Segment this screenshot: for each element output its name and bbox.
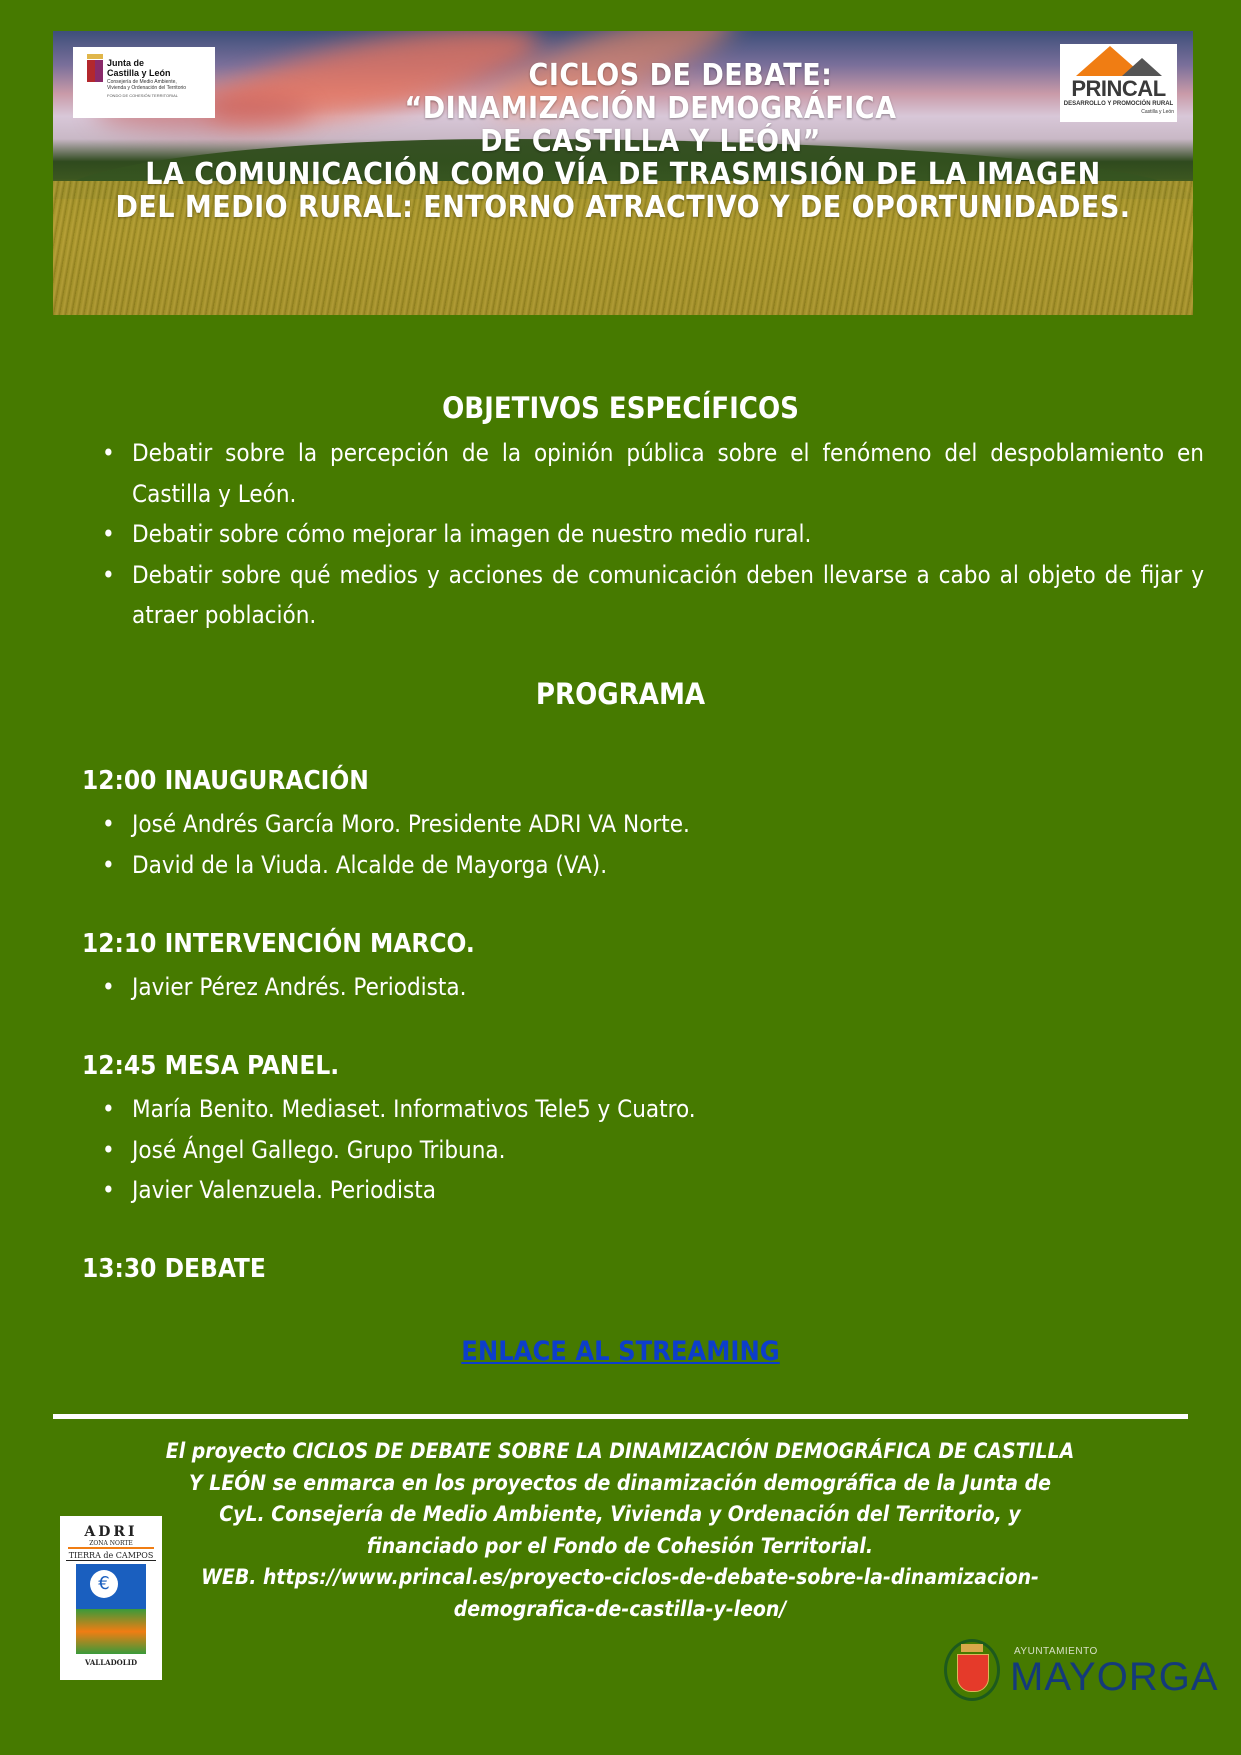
objective-item: • Debatir sobre la percepción de la opinión pública sobre el fenómeno del despoblamiento en Castilla y León. bbox=[132, 433, 1204, 514]
adri-logo bbox=[60, 1516, 162, 1680]
coat-of-arms-icon bbox=[87, 60, 103, 82]
princal-region: Castilla y León bbox=[1141, 109, 1174, 115]
footnote-web-line[interactable]: WEB. https://www.princal.es/proyecto-ciclos-de-debate-sobre-la-dinamizacion- bbox=[201, 1565, 1039, 1589]
adri-name: ADRI bbox=[84, 1524, 138, 1540]
objectives-heading: OBJETIVOS ESPECÍFICOS bbox=[442, 391, 799, 425]
shield-icon bbox=[957, 1654, 989, 1692]
junta-castilla-leon-logo bbox=[73, 47, 215, 118]
banner-title-line: LA COMUNICACIÓN COMO VÍA DE TRASMISIÓN DE LA IMAGEN bbox=[145, 157, 1101, 192]
speaker-item: • Javier Pérez Andrés. Periodista. bbox=[132, 967, 466, 1008]
logo-junta-dept-line: Vivienda y Ordenación del Territorio bbox=[107, 85, 187, 91]
session-title: 12:45 MESA PANEL. bbox=[82, 1051, 340, 1081]
logo-junta-dept bbox=[107, 79, 186, 91]
banner-title bbox=[53, 59, 1193, 224]
project-footnote bbox=[160, 1436, 1080, 1625]
banner-title-line: DE CASTILLA Y LEÓN” bbox=[480, 124, 821, 159]
objective-item: • Debatir sobre qué medios y acciones de comunicación deben llevarse a cabo al objeto de fijar y atraer población. bbox=[132, 555, 1204, 636]
footnote-line: CyL. Consejería de Medio Ambiente, Vivienda y Ordenación del Territorio, y bbox=[219, 1502, 1021, 1526]
adri-emblem-icon bbox=[76, 1564, 146, 1654]
stream-link-container bbox=[0, 1336, 1241, 1367]
session-speakers bbox=[86, 967, 466, 1008]
session-title: 13:30 DEBATE bbox=[82, 1254, 266, 1284]
footnote-line: financiado por el Fondo de Cohesión Territorial. bbox=[366, 1533, 874, 1558]
mayorga-logo bbox=[936, 1633, 1219, 1708]
session-speakers bbox=[86, 1089, 696, 1211]
crown-icon bbox=[87, 54, 103, 59]
mayorga-name: MAYORGA bbox=[1010, 1655, 1219, 1699]
speaker-item: • José Andrés García Moro. Presidente ADRI VA Norte. bbox=[132, 804, 690, 845]
banner-title-line: DEL MEDIO RURAL: ENTORNO ATRACTIVO Y DE OPORTUNIDADES. bbox=[115, 190, 1131, 225]
mayorga-crest-icon bbox=[944, 1639, 1000, 1701]
adri-province: VALLADOLID bbox=[84, 1658, 138, 1667]
speaker-item: • María Benito. Mediaset. Informativos Tele5 y Cuatro. bbox=[132, 1089, 696, 1130]
objectives-list bbox=[86, 433, 1204, 636]
program-heading: PROGRAMA bbox=[535, 677, 706, 711]
session-title: 12:10 INTERVENCIÓN MARCO. bbox=[82, 929, 475, 959]
banner-title-line: CICLOS DE DEBATE: bbox=[528, 58, 833, 93]
session-title: 12:00 INAUGURACIÓN bbox=[82, 766, 369, 796]
banner-title-line: “DINAMIZACIÓN DEMOGRÁFICA bbox=[404, 91, 897, 126]
grey-mountain-icon bbox=[1122, 58, 1162, 76]
objective-item: • Debatir sobre cómo mejorar la imagen de nuestro medio rural. bbox=[132, 514, 1204, 555]
footnote-line: El proyecto CICLOS DE DEBATE SOBRE LA DINAMIZACIÓN DEMOGRÁFICA DE CASTILLA bbox=[165, 1439, 1075, 1463]
divider bbox=[53, 1414, 1188, 1419]
speaker-item: • David de la Viuda. Alcalde de Mayorga (VA). bbox=[132, 845, 690, 886]
adri-zone: ZONA NORTE bbox=[68, 1540, 154, 1549]
footnote-line: Y LEÓN se enmarca en los proyectos de dinamización demográfica de la Junta de bbox=[189, 1470, 1051, 1495]
euro-circle-icon: € bbox=[90, 1570, 118, 1598]
speaker-item: • José Ángel Gallego. Grupo Tribuna. bbox=[132, 1130, 696, 1171]
header-banner bbox=[53, 31, 1193, 315]
logo-junta-name bbox=[107, 58, 171, 78]
streaming-link[interactable]: ENLACE AL STREAMING bbox=[461, 1336, 780, 1367]
princal-name: PRINCAL bbox=[1071, 76, 1166, 101]
footnote-web-line[interactable]: demografica-de-castilla-y-leon/ bbox=[453, 1596, 787, 1621]
logo-junta-name-line: Castilla y León bbox=[107, 68, 171, 78]
princal-logo bbox=[1060, 44, 1177, 122]
crown-icon bbox=[961, 1644, 983, 1652]
logo-junta-name-line: Junta de bbox=[107, 58, 145, 68]
adri-area: TIERRA de CAMPOS bbox=[66, 1551, 156, 1561]
logo-junta-dept-line: Consejería de Medio Ambiente, bbox=[107, 79, 177, 85]
mayorga-prefix: AYUNTAMIENTO bbox=[1014, 1646, 1098, 1657]
speaker-item: • Javier Valenzuela. Periodista bbox=[132, 1170, 696, 1211]
session-speakers bbox=[86, 804, 690, 885]
princal-tagline: DESARROLLO Y PROMOCIÓN RURAL bbox=[1063, 101, 1174, 107]
logo-junta-fund: FONDO DE COHESIÓN TERRITORIAL bbox=[107, 93, 178, 98]
